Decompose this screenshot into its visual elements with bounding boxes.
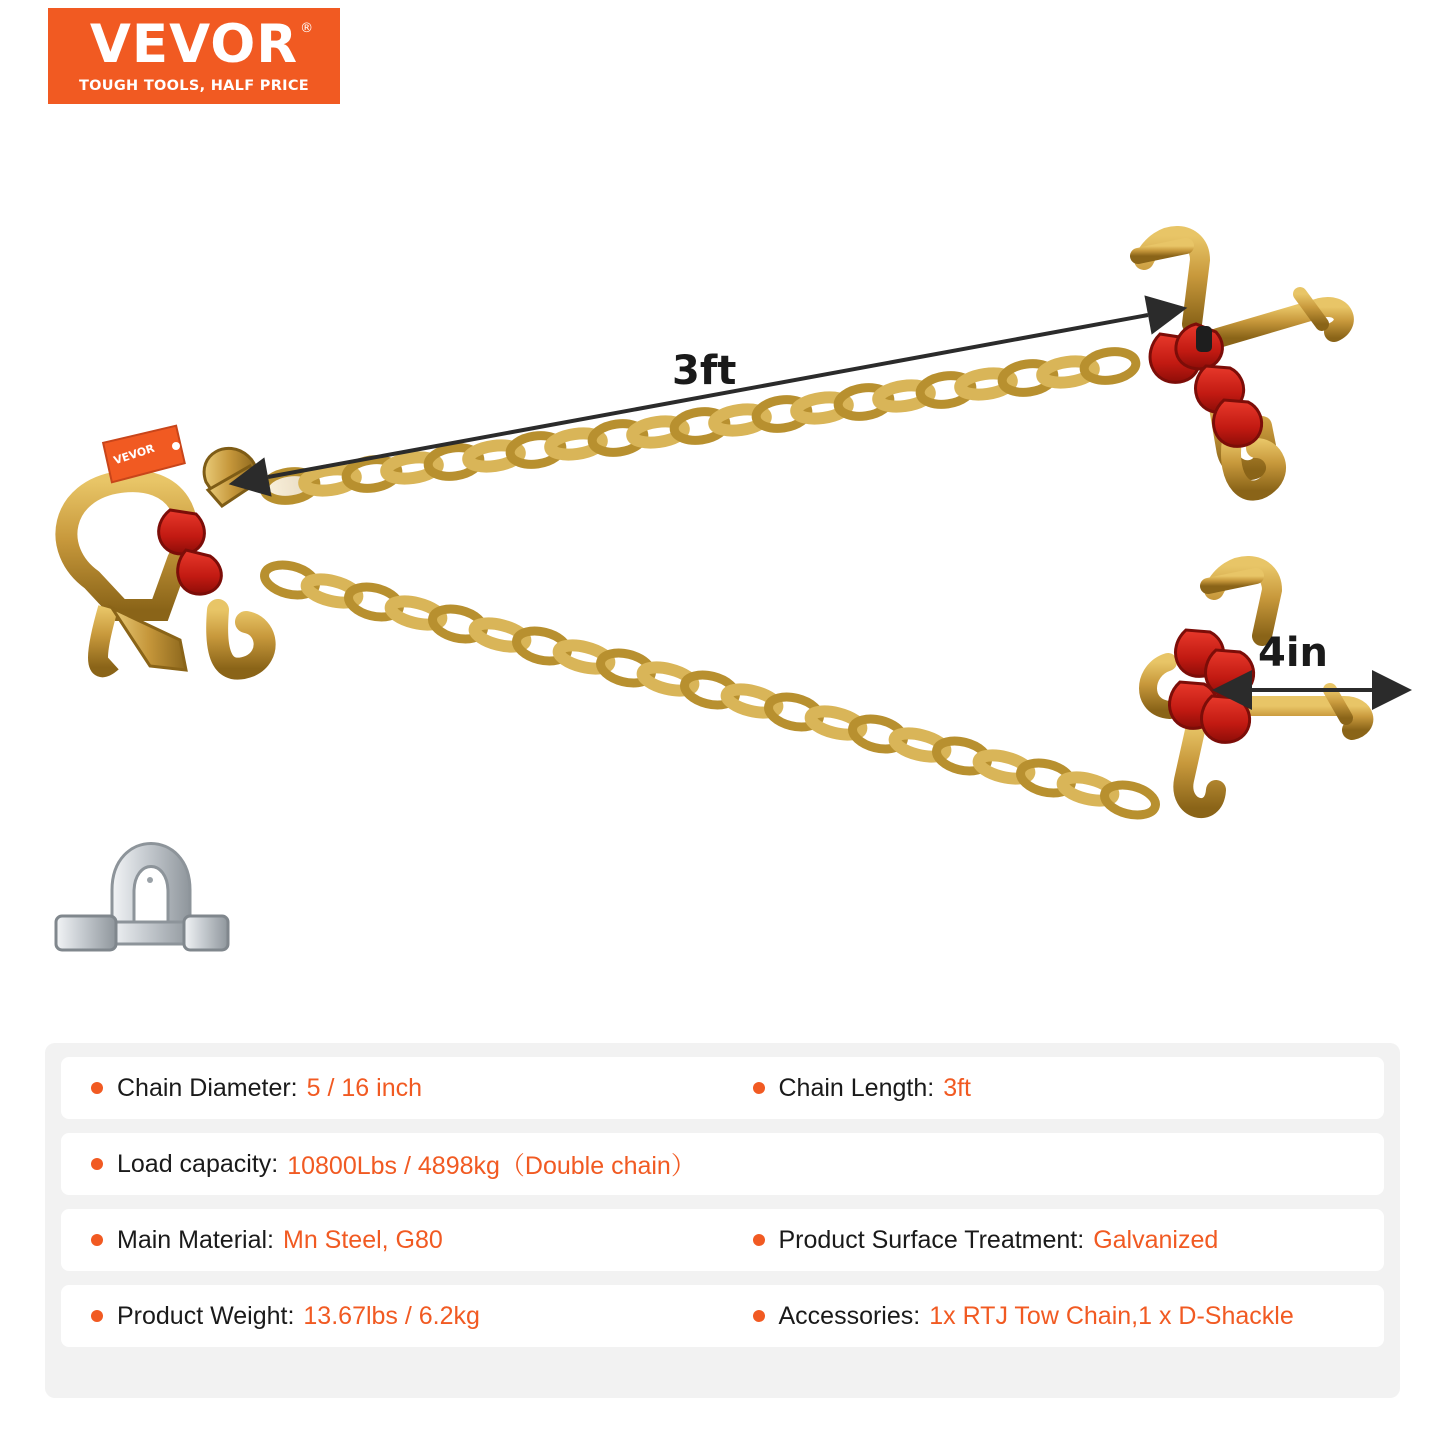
spec-chain-length-value: 3ft [943,1073,971,1102]
bullet-icon [753,1234,765,1246]
spec-chain-length [723,1057,1385,1119]
spec-accessories [723,1285,1385,1347]
spec-surface-treatment-label: Product Surface Treatment: [778,1225,1085,1254]
spec-surface-treatment-value: Galvanized [1093,1225,1219,1254]
product-drawing [0,110,1445,1010]
spec-chain-diameter [61,1057,723,1119]
spec-load-capacity-label: Load capacity: [117,1149,279,1178]
bullet-icon [753,1082,765,1094]
product-illustration [0,110,1445,1010]
spec-accessories-label: Accessories: [778,1301,921,1330]
spec-accessories-value: 1x RTJ Tow Chain,1 x D-Shackle [929,1301,1294,1330]
spec-surface-treatment [723,1209,1385,1271]
spec-row [61,1057,1384,1119]
hook-cluster-dimension-label: 4in [1258,630,1329,676]
spec-product-weight [61,1285,723,1347]
bullet-icon [91,1082,103,1094]
brand-name-text: VEVOR [89,14,299,75]
bullet-icon [91,1234,103,1246]
chain-length-dimension-label: 3ft [672,348,737,394]
pear-link-assembly [66,425,264,670]
spec-load-capacity-value: 10800Lbs / 4898kg（Double chain） [287,1152,696,1180]
lower-chain [261,560,1158,820]
upper-hook-cluster [1138,236,1344,491]
spec-main-material-value: Mn Steel, G80 [283,1225,443,1254]
spec-chain-diameter-value: 5 / 16 inch [306,1073,422,1102]
bullet-icon [91,1310,103,1322]
spec-row [61,1133,1384,1195]
brand-name [89,14,315,75]
spec-main-material-label: Main Material: [117,1225,274,1254]
specifications-panel [45,1043,1400,1398]
spec-product-weight-label: Product Weight: [117,1301,295,1330]
spec-chain-diameter-label: Chain Diameter: [117,1073,298,1102]
bullet-icon [91,1158,103,1170]
registered-mark: ® [300,21,315,36]
spec-load-capacity [61,1133,1384,1195]
hang-tag-label: VEVOR [112,441,157,468]
spec-product-weight-value: 13.67lbs / 6.2kg [303,1301,480,1330]
spec-chain-length-label: Chain Length: [778,1073,935,1102]
bullet-icon [753,1310,765,1322]
spec-row [61,1285,1384,1347]
brand-logo [48,8,340,104]
lower-hook-cluster [1148,566,1363,808]
d-shackle [56,844,228,951]
brand-tagline: TOUGH TOOLS, HALF PRICE [78,78,310,94]
spec-row [61,1209,1384,1271]
spec-main-material [61,1209,723,1271]
